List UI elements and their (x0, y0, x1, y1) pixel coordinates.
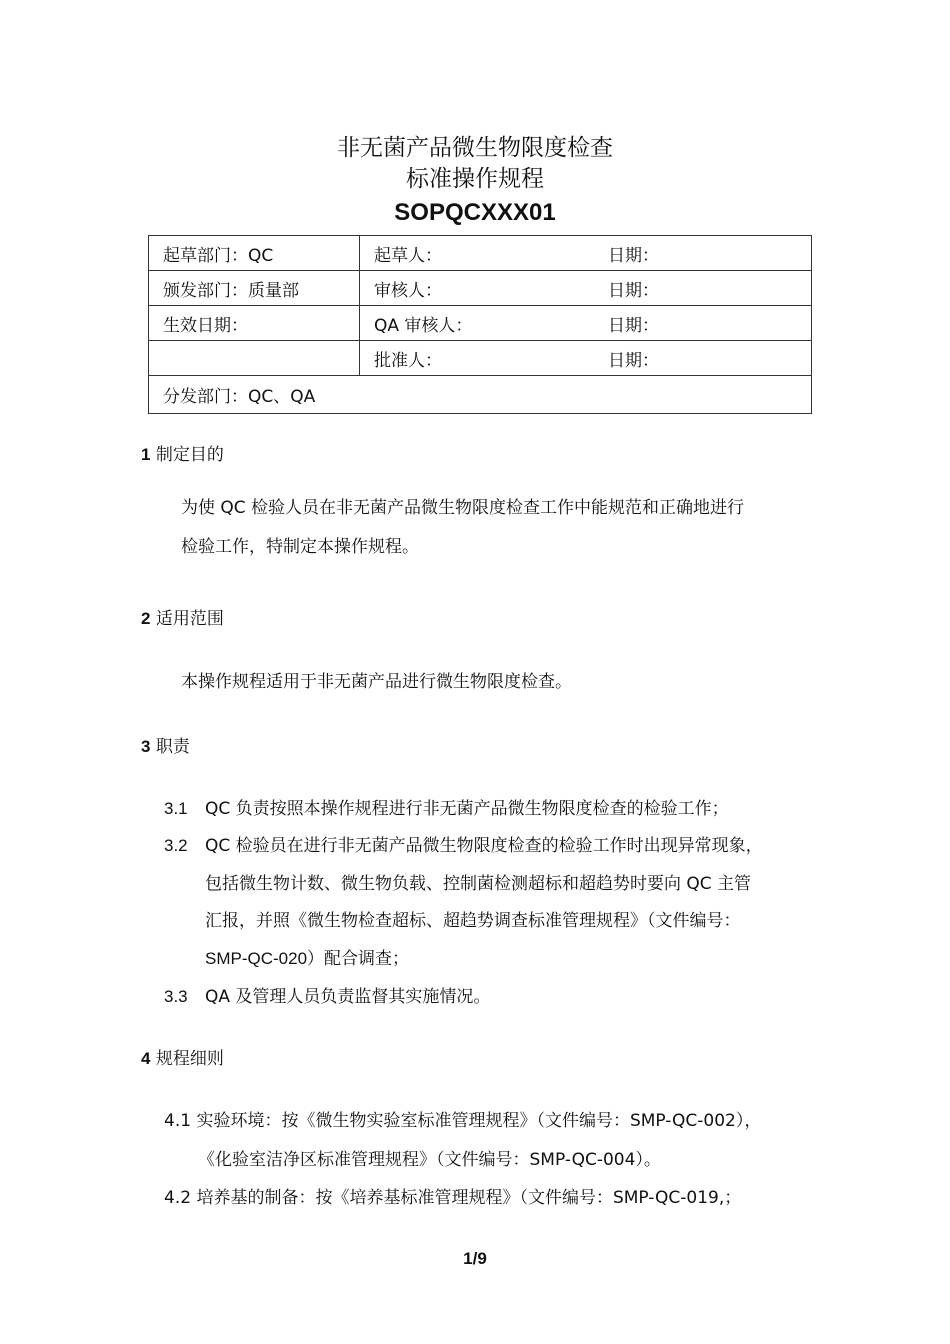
info-cell (149, 341, 360, 376)
section-4-1-line2: 《化验室洁净区标准管理规程》（文件编号：SMP-QC-004）。 (198, 1150, 661, 1170)
info-row (149, 236, 812, 271)
page-number: 1/9 (463, 1249, 487, 1268)
list-item (164, 827, 824, 865)
info-cell: QA 审核人： (360, 306, 595, 341)
section-number: 2 (141, 609, 151, 628)
info-cell: 审核人： (360, 271, 595, 306)
item-number: 3.2 (164, 836, 188, 855)
info-cell: 起草人： (360, 236, 595, 271)
section-heading-1 (141, 444, 224, 466)
list-item (164, 978, 824, 1016)
section-number: 3 (141, 737, 151, 756)
doc-code: SOPQCXXX01 (394, 199, 556, 226)
section-number: 1 (141, 445, 151, 464)
info-cell: 日期： (594, 236, 812, 271)
doc-title-line1: 非无菌产品微生物限度检查 (337, 135, 613, 161)
info-cell-distribution: 分发部门：QC、QA (149, 376, 812, 414)
doc-title-line2: 标准操作规程 (406, 166, 544, 192)
item-number: 3.3 (164, 987, 188, 1006)
section-title: 规程细则 (155, 1049, 224, 1069)
section-title: 适用范围 (155, 609, 224, 629)
info-cell: 批准人： (360, 341, 595, 376)
item-continuation: 汇报，并照《微生物检查超标、超趋势调查标准管理规程》（文件编号： (205, 911, 741, 931)
section-2-body: 本操作规程适用于非无菌产品进行微生物限度检查。 (181, 672, 572, 692)
item-text: QC 负责按照本操作规程进行非无菌产品微生物限度检查的检验工作； (205, 799, 729, 819)
info-cell: 日期： (594, 306, 812, 341)
section-number: 4 (141, 1049, 151, 1068)
item-text: QA 及管理人员负责监督其实施情况。 (205, 987, 491, 1007)
info-row (149, 376, 812, 414)
item-continuation: 包括微生物计数、微生物负载、控制菌检测超标和超趋势时要向 QC 主管 (205, 874, 752, 894)
section-heading-3 (141, 736, 190, 758)
section-title: 职责 (155, 737, 190, 757)
info-cell: 日期： (594, 271, 812, 306)
info-row (149, 341, 812, 376)
list-item (164, 790, 824, 828)
section-4-2-line1: 4.2 培养基的制备：按《培养基标准管理规程》（文件编号：SMP-QC-019,； (164, 1188, 742, 1208)
section-4-1-line1: 4.1 实验环境：按《微生物实验室标准管理规程》（文件编号：SMP-QC-002）， (164, 1111, 762, 1131)
section-heading-2 (141, 608, 224, 630)
info-cell: 生效日期： (149, 306, 360, 341)
info-row (149, 306, 812, 341)
info-cell: 日期： (594, 341, 812, 376)
item-number: 3.1 (164, 799, 188, 818)
section-title: 制定目的 (155, 445, 224, 465)
info-row (149, 271, 812, 306)
info-cell: 颁发部门：质量部 (149, 271, 360, 306)
section-1-body-line1: 为使 QC 检验人员在非无菌产品微生物限度检查工作中能规范和正确地进行 (181, 498, 745, 518)
info-table (148, 235, 812, 414)
item-text: QC 检验员在进行非无菌产品微生物限度检查的检验工作时出现异常现象， (205, 836, 763, 856)
section-1-body-line2: 检验工作，特制定本操作规程。 (181, 537, 419, 557)
section-heading-4 (141, 1048, 224, 1070)
item-continuation: SMP-QC-020）配合调查； (205, 949, 410, 968)
info-cell: 起草部门：QC (149, 236, 360, 271)
